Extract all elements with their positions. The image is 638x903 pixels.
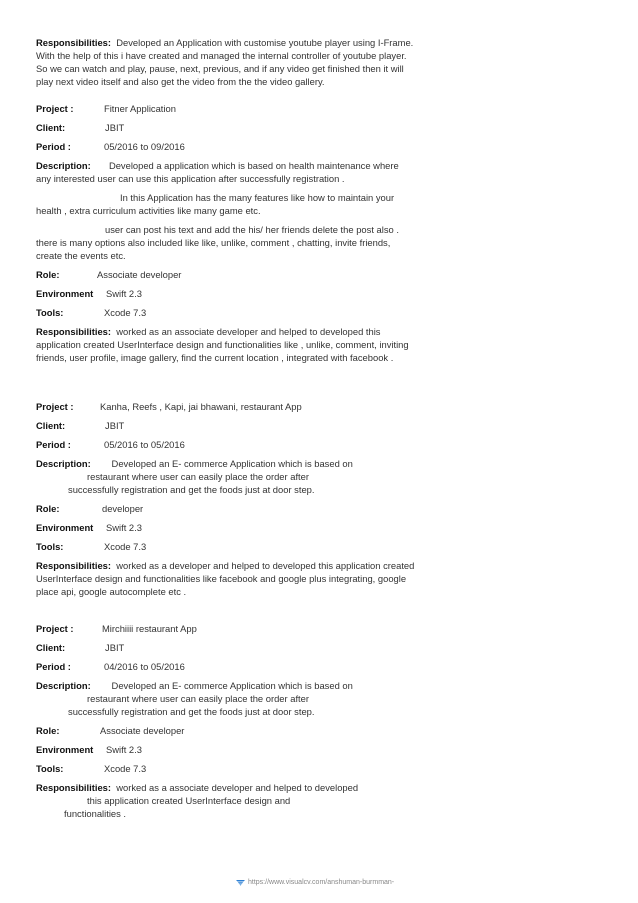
description-line: restaurant where user can easily place the order after: [87, 693, 309, 704]
project-label: Project :: [36, 103, 74, 114]
responsibilities-block: [36, 781, 416, 820]
description-block: [36, 457, 416, 496]
description-block: [36, 159, 416, 185]
resume-page: [36, 36, 416, 826]
project-label: Project :: [36, 623, 74, 634]
client-row: [36, 121, 416, 134]
environment-label: Environment: [36, 522, 94, 533]
responsibilities-label: Responsibilities:: [36, 37, 112, 48]
role-row: [36, 724, 416, 737]
period-row: [36, 140, 416, 153]
description-paragraph: user can post his text and add the his/ her friends delete the post also . there is many options also included like like, unlike, comment , chatting, invite friends, create the events etc.: [36, 224, 399, 261]
tools-label: Tools:: [36, 307, 64, 318]
tools-value: Xcode 7.3: [104, 541, 147, 552]
responsibilities-label: Responsibilities:: [36, 326, 112, 337]
responsibilities-text: worked as an associate developer and helped to developed this application created UserInterface design and functionalities like , unlike, comment, inviting friends, user profile, image gallery, find the current location , integrated with facebook .: [36, 326, 409, 363]
tools-row: [36, 306, 416, 319]
period-label: Period :: [36, 141, 71, 152]
description-label: Description:: [36, 680, 91, 691]
environment-row: [36, 521, 416, 534]
responsibilities-text: worked as a developer and helped to developed this application created UserInterface design and functionalities like facebook and google plus integrating, google place api, google autocomplete etc .: [36, 560, 415, 597]
project-fitner: [36, 102, 416, 364]
responsibilities-line: functionalities .: [64, 808, 127, 819]
description-paragraph: In this Application has the many features like how to maintain your health , extra curriculum activities like many game etc.: [36, 192, 395, 216]
environment-value: Swift 2.3: [106, 288, 142, 299]
responsibilities-label: Responsibilities:: [36, 782, 112, 793]
client-row: [36, 641, 416, 654]
tools-label: Tools:: [36, 541, 64, 552]
footer-url-link[interactable]: https://www.visualcv.com/anshuman-burmman-: [248, 879, 395, 886]
client-value: JBIT: [105, 420, 125, 431]
period-value: 05/2016 to 09/2016: [104, 141, 185, 152]
period-value: 05/2016 to 05/2016: [104, 439, 185, 450]
responsibilities-label: Responsibilities:: [36, 560, 112, 571]
responsibilities-line: this application created UserInterface design and: [87, 795, 291, 806]
description-label: Description:: [36, 160, 91, 171]
responsibilities-block: [36, 559, 416, 598]
project-name: Fitner Application: [104, 103, 176, 114]
environment-row: [36, 743, 416, 756]
project-row: [36, 622, 416, 635]
environment-label: Environment: [36, 744, 94, 755]
environment-label: Environment: [36, 288, 94, 299]
role-row: [36, 502, 416, 515]
environment-row: [36, 287, 416, 300]
client-label: Client:: [36, 122, 66, 133]
description-line: restaurant where user can easily place the order after: [87, 471, 309, 482]
role-row: [36, 268, 416, 281]
project-kanha: [36, 400, 416, 598]
client-row: [36, 419, 416, 432]
description-line: successfully registration and get the foods just at door step.: [68, 706, 315, 717]
role-value: developer: [102, 503, 144, 514]
description-text: Developed a application which is based on health maintenance where any interested user can use this application after successfully registration .: [36, 160, 399, 184]
client-label: Client:: [36, 642, 66, 653]
period-row: [36, 438, 416, 451]
description-block: [36, 679, 416, 718]
role-label: Role:: [36, 269, 60, 280]
project-mirchiiii: [36, 622, 416, 820]
tools-value: Xcode 7.3: [104, 763, 147, 774]
responsibilities-line: worked as a associate developer and helped to developed: [116, 782, 359, 793]
footer: [236, 876, 394, 889]
environment-value: Swift 2.3: [106, 522, 142, 533]
tools-label: Tools:: [36, 763, 64, 774]
period-row: [36, 660, 416, 673]
tools-row: [36, 762, 416, 775]
description-line: Developed an E- commerce Application which is based on: [111, 458, 353, 469]
tools-row: [36, 540, 416, 553]
role-value: Associate developer: [97, 269, 182, 280]
top-responsibilities: [36, 36, 416, 88]
client-label: Client:: [36, 420, 66, 431]
period-label: Period :: [36, 439, 71, 450]
role-label: Role:: [36, 503, 60, 514]
environment-value: Swift 2.3: [106, 744, 142, 755]
role-label: Role:: [36, 725, 60, 736]
description-line: successfully registration and get the foods just at door step.: [68, 484, 315, 495]
period-label: Period :: [36, 661, 71, 672]
project-name: Kanha, Reefs , Kapi, jai bhawani, restaurant App: [100, 401, 302, 412]
project-row: [36, 102, 416, 115]
visualcv-logo-icon: [236, 879, 245, 886]
tools-value: Xcode 7.3: [104, 307, 147, 318]
responsibilities-text: Developed an Application with customise youtube player using I-Frame. With the help of this i have created and managed the internal controller of youtube player. So we can watch and play, pause, next, previous, and if any video get finished then it will play next video itself and also get the video from the the video gallery.: [36, 37, 414, 87]
client-value: JBIT: [105, 122, 125, 133]
project-name: Mirchiiii restaurant App: [102, 623, 197, 634]
project-row: [36, 400, 416, 413]
responsibilities-block: [36, 325, 416, 364]
description-label: Description:: [36, 458, 91, 469]
role-value: Associate developer: [100, 725, 185, 736]
period-value: 04/2016 to 05/2016: [104, 661, 185, 672]
project-label: Project :: [36, 401, 74, 412]
description-line: Developed an E- commerce Application which is based on: [111, 680, 353, 691]
client-value: JBIT: [105, 642, 125, 653]
